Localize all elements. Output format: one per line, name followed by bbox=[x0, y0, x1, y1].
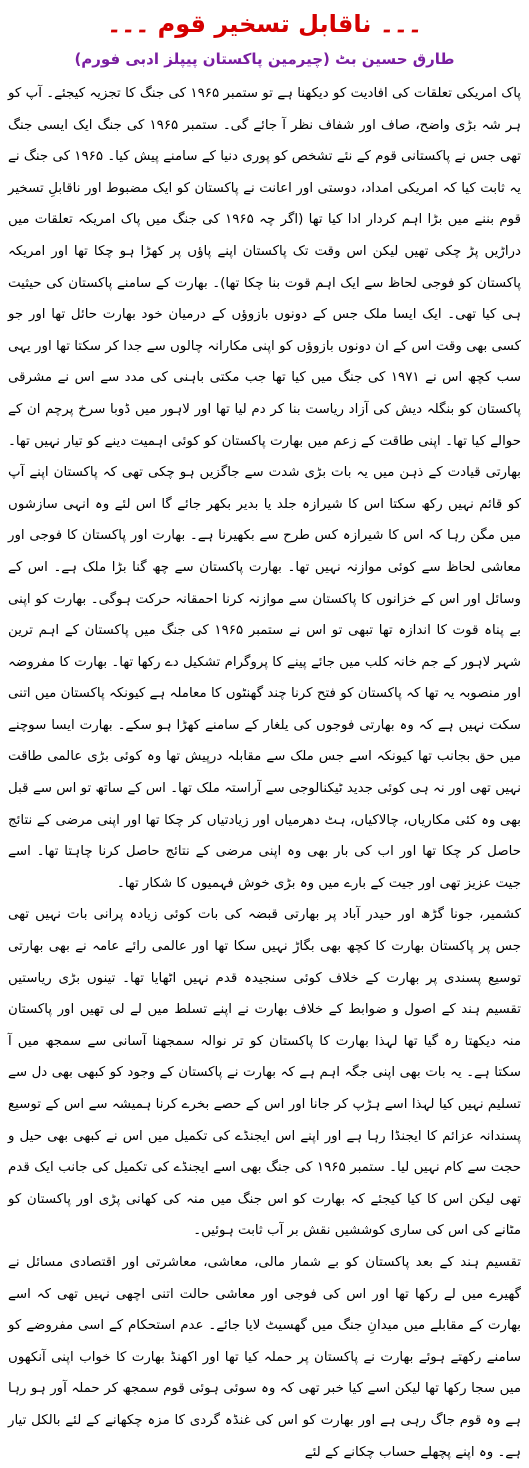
article-title: ۔۔۔ ناقابل تسخیر قوم ۔۔۔ bbox=[107, 10, 422, 38]
article-body bbox=[8, 78, 521, 1468]
article-paragraph-2: کشمیر، جونا گڑھ اور حیدر آباد پر بھارتی قبضہ کی بات کوئی زیادہ پرانی بات نہیں تھی جس پر پاکستان بھارت کا کچھ بھی بگاڑ نہیں سکا تھا اور عالمی رائے عامہ نے بھی بھارتی توسیع پسندی پر بھارت کے خلاف کوئی سنجیدہ قدم نہیں اٹھایا تھا۔ تینوں بڑی ریاستیں تقسیم ہند کے اصول و ضوابط کے خلاف بھارت نے اپنے تسلط میں لے لی تھیں اور پاکستان منہ دیکھتا رہ گیا تھا لہذا بھارت کا پاکستان کو تر نوالہ سمجھنا آسانی سے سمجھ میں آ سکتا ہے۔ یہ بات بھی اپنی جگہ اہم ہے کہ بھارت نے پاکستان کے وجود کو کبھی بھی دل سے تسلیم نہیں کیا لہذا اسے ہڑپ کر جانا اور اس کے حصے بخرے کرنا ہمیشہ سے اس کے توسیع پسندانہ عزائم کا ایجنڈا رہا ہے اور اپنے اس ایجنڈے کی تکمیل میں اس نے کبھی بھی حیل و حجت سے کام نہیں لیا۔ ستمبر ۱۹۶۵ کی جنگ بھی اسے ایجنڈے کی تکمیل کی جانب ایک قدم تھی لیکن اس کا کیا کیجئے کہ بھارت کو اس جنگ میں منہ کی کھانی پڑی اور پاکستان کو مٹانے کی اس کی ساری کوششیں نقش بر آب ثابت ہوئیں۔ bbox=[8, 907, 521, 1239]
article-byline: طارق حسین بٹ (چیرمین پاکستان پیپلز ادبی فورم) bbox=[74, 50, 455, 68]
article-paragraph-3: تقسیم ہند کے بعد پاکستان کو بے شمار مالی، معاشی، معاشرتی اور اقتصادی مسائل نے گھیرے میں لے رکھا تھا اور اس کی فوجی اور معاشی حالت اتنی اچھی نہیں تھی کہ اسے بھارت کے مقابلے میں میدانِ جنگ میں گھسیٹ لایا جائے۔ عدم استحکام کے اسی مفروضے کو سامنے رکھتے ہوئے بھارت نے پاکستان پر حملہ کیا تھا اور اکھنڈ بھارت کا خواب اپنی آنکھوں میں سجا رکھا تھا لیکن اسے کیا خبر تھی کہ وہ سوئی ہوئی قوم سمجھ کر حملہ آور ہو رہا ہے وہ قوم جاگ رہی ہے اور بھارت کو اس کی غنڈہ گردی کا مزہ چکھانے کے لئے بالکل تیار ہے۔ وہ اپنے پچھلے حساب چکانے کے لئے bbox=[8, 1254, 521, 1460]
article-paragraph-1: پاک امریکی تعلقات کی افادیت کو دیکھنا ہے تو ستمبر ۱۹۶۵ کی جنگ کا تجزیہ کیجئے۔ آپ کو ہر شہ بڑی واضح، صاف اور شفاف نظر آ جائے گی۔ ستمبر ۱۹۶۵ کی جنگ ایک ایسی جنگ تھی جس نے پاکستانی قوم کے نئے تشخص کو پوری دنیا کے سامنے پیش کیا۔ ۱۹۶۵ کی جنگ نے یہ ثابت کیا کہ امریکی امداد، دوستی اور اعانت نے پاکستان کو ایک مضبوط اور ناقابلِ تسخیر قوم بننے میں بڑا اہم کردار ادا کیا تھا (اگر چہ ۱۹۶۵ کی جنگ میں پاک امریکہ تعلقات میں دراڑیں پڑ چکی تھیں لیکن اس وقت تک پاکستان اپنے پاؤں پر کھڑا ہو چکا تھا اور امریکہ پاکستان کو فوجی لحاظ سے ایک اہم قوت بنا چکا تھا)۔ بھارت کے سامنے پاکستان کی حیثیت ہی کیا تھی۔ ایک ایسا ملک جس کے دونوں بازوؤں کے درمیان خود بھارت حائل تھا اور جو کسی بھی وقت اس کے ان دونوں بازوؤں کو اپنی مکارانہ چالوں سے جدا کر سکتا تھا اور یہی سب کچھ اس نے ۱۹۷۱ کی جنگ میں کیا تھا جب مکتی باہنی کی مدد سے اس نے مشرقی پاکستان کو بنگلہ دیش کی آزاد ریاست بنا کر دم لیا تھا اور لاہور میں ڈوبا سرخ پرچم ان کے حوالے کیا تھا۔ اپنی طاقت کے زعم میں بھارت پاکستان کو کوئی اہمیت دینے کو تیار نہیں تھا۔ بھارتی قیادت کے ذہن میں یہ بات بڑی شدت سے جاگزیں ہو چکی تھی کہ پاکستان اپنے آپ کو قائم نہیں رکھ سکتا اس کا شیرازہ جلد یا بدیر بکھر جائے گا اس لئے وہ انہی سازشوں میں مگن رہا کہ اس کا شیرازہ کس طرح سے بکھیرنا ہے۔ بھارت اور پاکستان کا فوجی اور معاشی لحاظ سے کوئی موازنہ نہیں تھا۔ بھارت پاکستان سے چھ گنا بڑا ملک ہے۔ اس کے وسائل اور اس کے خزانوں کا پاکستان سے موازنہ کرنا احمقانہ حرکت ہوگی۔ بھارت کو اپنی بے پناہ قوت کا اندازہ تھا تبھی تو اس نے ستمبر ۱۹۶۵ کی جنگ میں پاکستان کے اہم ترین شہر لاہور کے جم خانہ کلب میں جائے پینے کا پروگرام تشکیل دے رکھا تھا۔ بھارت کا مفروضہ اور منصوبہ یہ تھا کہ پاکستان کو فتح کرنا چند گھنٹوں کا معاملہ ہے کیونکہ پاکستان میں اتنی سکت نہیں ہے کہ وہ بھارتی فوجوں کی یلغار کے سامنے کھڑا ہو سکے۔ بھارت ایسا سوچنے میں حق بجانب تھا کیونکہ اسے جس ملک سے مقابلہ درپیش تھا وہ کوئی بڑی عالمی طاقت نہیں تھی اور نہ ہی کوئی جدید ٹیکنالوجی سے آراستہ ملک تھا۔ اس کے ساتھ تو اس سے قبل بھی وہ کئی مکاریاں، چالاکیاں، ہٹ دھرمیاں اور زیادتیاں کر چکا تھا اور اپنی مرضی کے نتائج حاصل کر چکا تھا اور اب کی بار بھی وہ اپنی مرضی کے نتائج حاصل کرنا چاہتا تھا۔ اسے جیت عزیز تھی اور جیت کے بارے میں وہ بڑی خوش فہمیوں کا شکار تھا۔ bbox=[8, 86, 522, 891]
